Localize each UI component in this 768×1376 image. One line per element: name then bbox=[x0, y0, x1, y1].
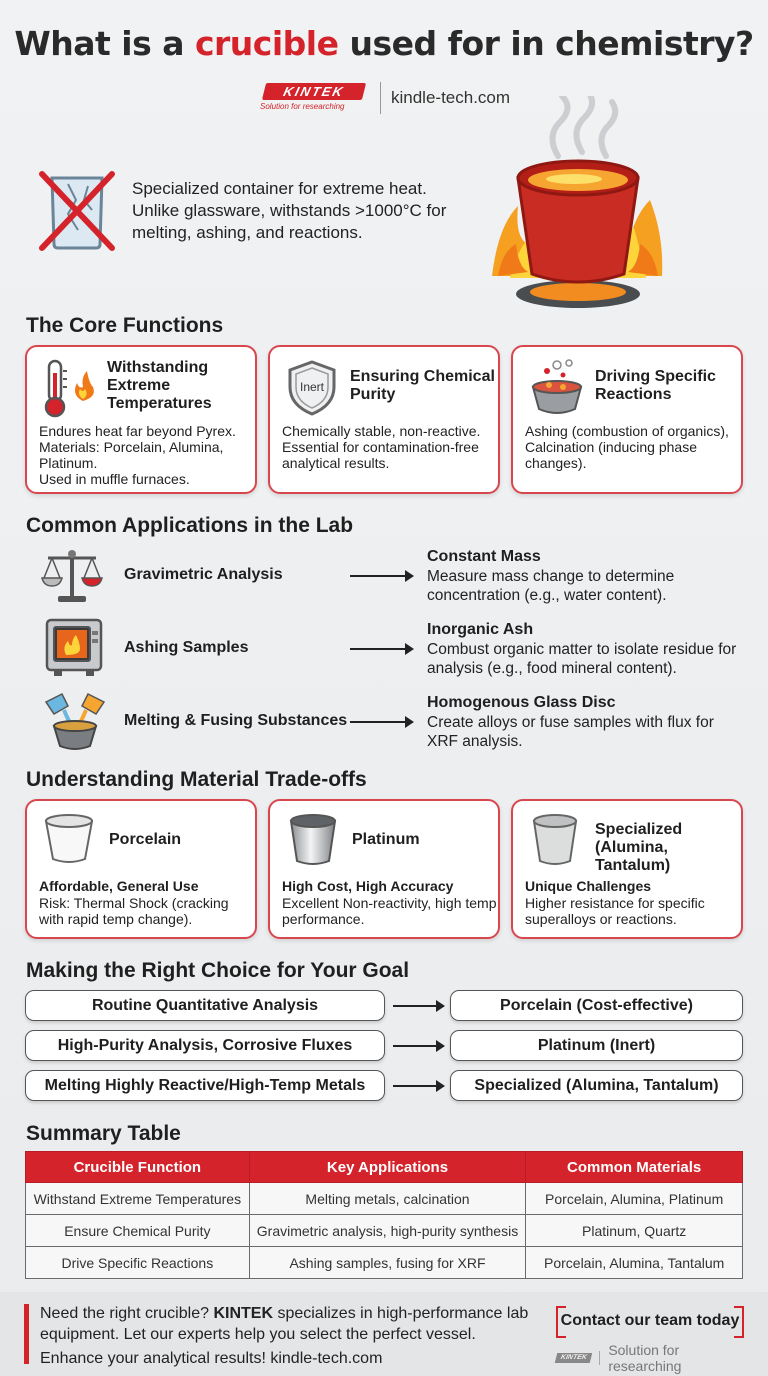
application-result-title: Homogenous Glass Disc bbox=[427, 694, 616, 711]
kintek-logo: KINTEK Solution for researching bbox=[258, 80, 370, 116]
material-desc: Higher resistance for specific superalloys or reactions. bbox=[525, 895, 705, 927]
material-name: Platinum bbox=[352, 831, 420, 848]
broken-beaker-icon bbox=[38, 170, 116, 252]
core-card-title: Ensuring Chemical Purity bbox=[350, 368, 495, 403]
core-card-body: Chemically stable, non-reactive. Essential for contamination-free analytical results. bbox=[282, 423, 481, 471]
material-summary: Affordable, General Use bbox=[39, 878, 199, 894]
footer-line-1: Need the right crucible? KINTEK specializes in high-performance lab equipment. Let our experts help you select the perfect vessel. bbox=[40, 1305, 529, 1343]
table-cell: Withstand Extreme Temperatures bbox=[26, 1183, 250, 1215]
summary-heading: Summary Table bbox=[26, 1122, 181, 1145]
footer-text bbox=[40, 1303, 540, 1369]
specialized-crucible-icon bbox=[529, 813, 581, 867]
footer-accent-bar bbox=[24, 1304, 29, 1364]
contact-button[interactable]: Contact our team today bbox=[556, 1306, 744, 1336]
porcelain-crucible-icon bbox=[41, 813, 97, 865]
core-card-title: Driving Specific Reactions bbox=[595, 368, 716, 403]
application-result-desc: Measure mass change to determine concentration (e.g., water content). bbox=[427, 568, 675, 604]
application-result-desc: Create alloys or fuse samples with flux for XRF analysis. bbox=[427, 714, 714, 750]
thermometer-flame-icon bbox=[39, 357, 97, 419]
goal-pill: Routine Quantitative Analysis bbox=[25, 990, 385, 1021]
arrow-icon bbox=[393, 1045, 443, 1047]
core-functions-heading: The Core Functions bbox=[26, 314, 224, 337]
table-cell: Gravimetric analysis, high-purity synthesis bbox=[249, 1215, 526, 1247]
application-label: Melting & Fusing Substances bbox=[124, 712, 348, 729]
arrow-icon bbox=[393, 1085, 443, 1087]
kintek-mini-logo: KINTEK bbox=[555, 1353, 593, 1363]
furnace-icon bbox=[44, 617, 104, 679]
core-card-temperature bbox=[25, 345, 257, 494]
crucible-fire-illustration bbox=[488, 96, 668, 316]
reaction-bowl-icon bbox=[527, 357, 587, 417]
choice-pill: Specialized (Alumina, Tantalum) bbox=[450, 1070, 743, 1101]
core-card-reactions bbox=[511, 345, 743, 494]
core-card-body: Ashing (combustion of organics), Calcination (inducing phase changes). bbox=[525, 423, 729, 471]
application-result-title: Inorganic Ash bbox=[427, 621, 534, 638]
material-name: Porcelain bbox=[109, 831, 182, 848]
arrow-icon bbox=[350, 648, 412, 650]
material-desc: Excellent Non-reactivity, high temp performance. bbox=[282, 895, 497, 927]
goal-pill: High-Purity Analysis, Corrosive Fluxes bbox=[25, 1030, 385, 1061]
material-card-porcelain bbox=[25, 799, 257, 939]
arrow-icon bbox=[350, 721, 412, 723]
table-cell: Ashing samples, fusing for XRF bbox=[249, 1247, 526, 1279]
intro-text: Specialized container for extreme heat. Unlike glassware, withstands >1000°C for melting, ashing, and reactions. bbox=[132, 179, 447, 242]
table-row bbox=[26, 1215, 743, 1247]
table-header: Crucible Function bbox=[26, 1152, 250, 1183]
summary-table bbox=[25, 1151, 743, 1279]
inert-badge: Inert bbox=[299, 380, 324, 394]
table-header: Common Materials bbox=[526, 1152, 743, 1183]
application-label: Gravimetric Analysis bbox=[124, 566, 283, 583]
material-name: Specialized (Alumina, Tantalum) bbox=[595, 821, 683, 874]
platinum-crucible-icon bbox=[286, 813, 340, 867]
material-desc: Risk: Thermal Shock (cracking with rapid temp change). bbox=[39, 895, 229, 927]
application-result-desc: Combust organic matter to isolate residue for analysis (e.g., food mineral content). bbox=[427, 641, 737, 677]
table-cell: Porcelain, Alumina, Platinum bbox=[526, 1183, 743, 1215]
melting-pour-icon bbox=[42, 690, 108, 752]
table-cell: Platinum, Quartz bbox=[526, 1215, 743, 1247]
table-cell: Porcelain, Alumina, Tantalum bbox=[526, 1247, 743, 1279]
material-card-platinum bbox=[268, 799, 500, 939]
tradeoffs-heading: Understanding Material Trade-offs bbox=[26, 768, 367, 791]
core-card-body: Endures heat far beyond Pyrex. Materials: Porcelain, Alumina, Platinum. Used in muffle furnaces. bbox=[39, 423, 236, 487]
material-summary: Unique Challenges bbox=[525, 878, 652, 894]
footer-tagline: Solution for researching bbox=[608, 1342, 682, 1374]
table-cell: Ensure Chemical Purity bbox=[26, 1215, 250, 1247]
footer-logo bbox=[556, 1342, 746, 1374]
footer-line-2[interactable]: Enhance your analytical results! kindle-tech.com bbox=[40, 1350, 383, 1367]
application-result-title: Constant Mass bbox=[427, 548, 541, 565]
choice-heading: Making the Right Choice for Your Goal bbox=[26, 959, 410, 982]
brand-url: kindle-tech.com bbox=[391, 88, 511, 107]
application-label: Ashing Samples bbox=[124, 639, 249, 656]
choice-pill: Porcelain (Cost-effective) bbox=[450, 990, 743, 1021]
arrow-icon bbox=[350, 575, 412, 577]
material-summary: High Cost, High Accuracy bbox=[282, 878, 454, 894]
table-row bbox=[26, 1183, 743, 1215]
page-title: What is a crucible used for in chemistry? bbox=[14, 24, 754, 63]
table-row bbox=[26, 1247, 743, 1279]
table-cell: Drive Specific Reactions bbox=[26, 1247, 250, 1279]
core-card-title: Withstanding Extreme Temperatures bbox=[107, 359, 212, 412]
table-header: Key Applications bbox=[249, 1152, 526, 1183]
arrow-icon bbox=[393, 1005, 443, 1007]
goal-pill: Melting Highly Reactive/High-Temp Metals bbox=[25, 1070, 385, 1101]
balance-scale-icon bbox=[40, 546, 104, 606]
table-cell: Melting metals, calcination bbox=[249, 1183, 526, 1215]
applications-heading: Common Applications in the Lab bbox=[26, 514, 354, 537]
core-card-purity bbox=[268, 345, 500, 494]
material-card-specialized bbox=[511, 799, 743, 939]
choice-pill: Platinum (Inert) bbox=[450, 1030, 743, 1061]
